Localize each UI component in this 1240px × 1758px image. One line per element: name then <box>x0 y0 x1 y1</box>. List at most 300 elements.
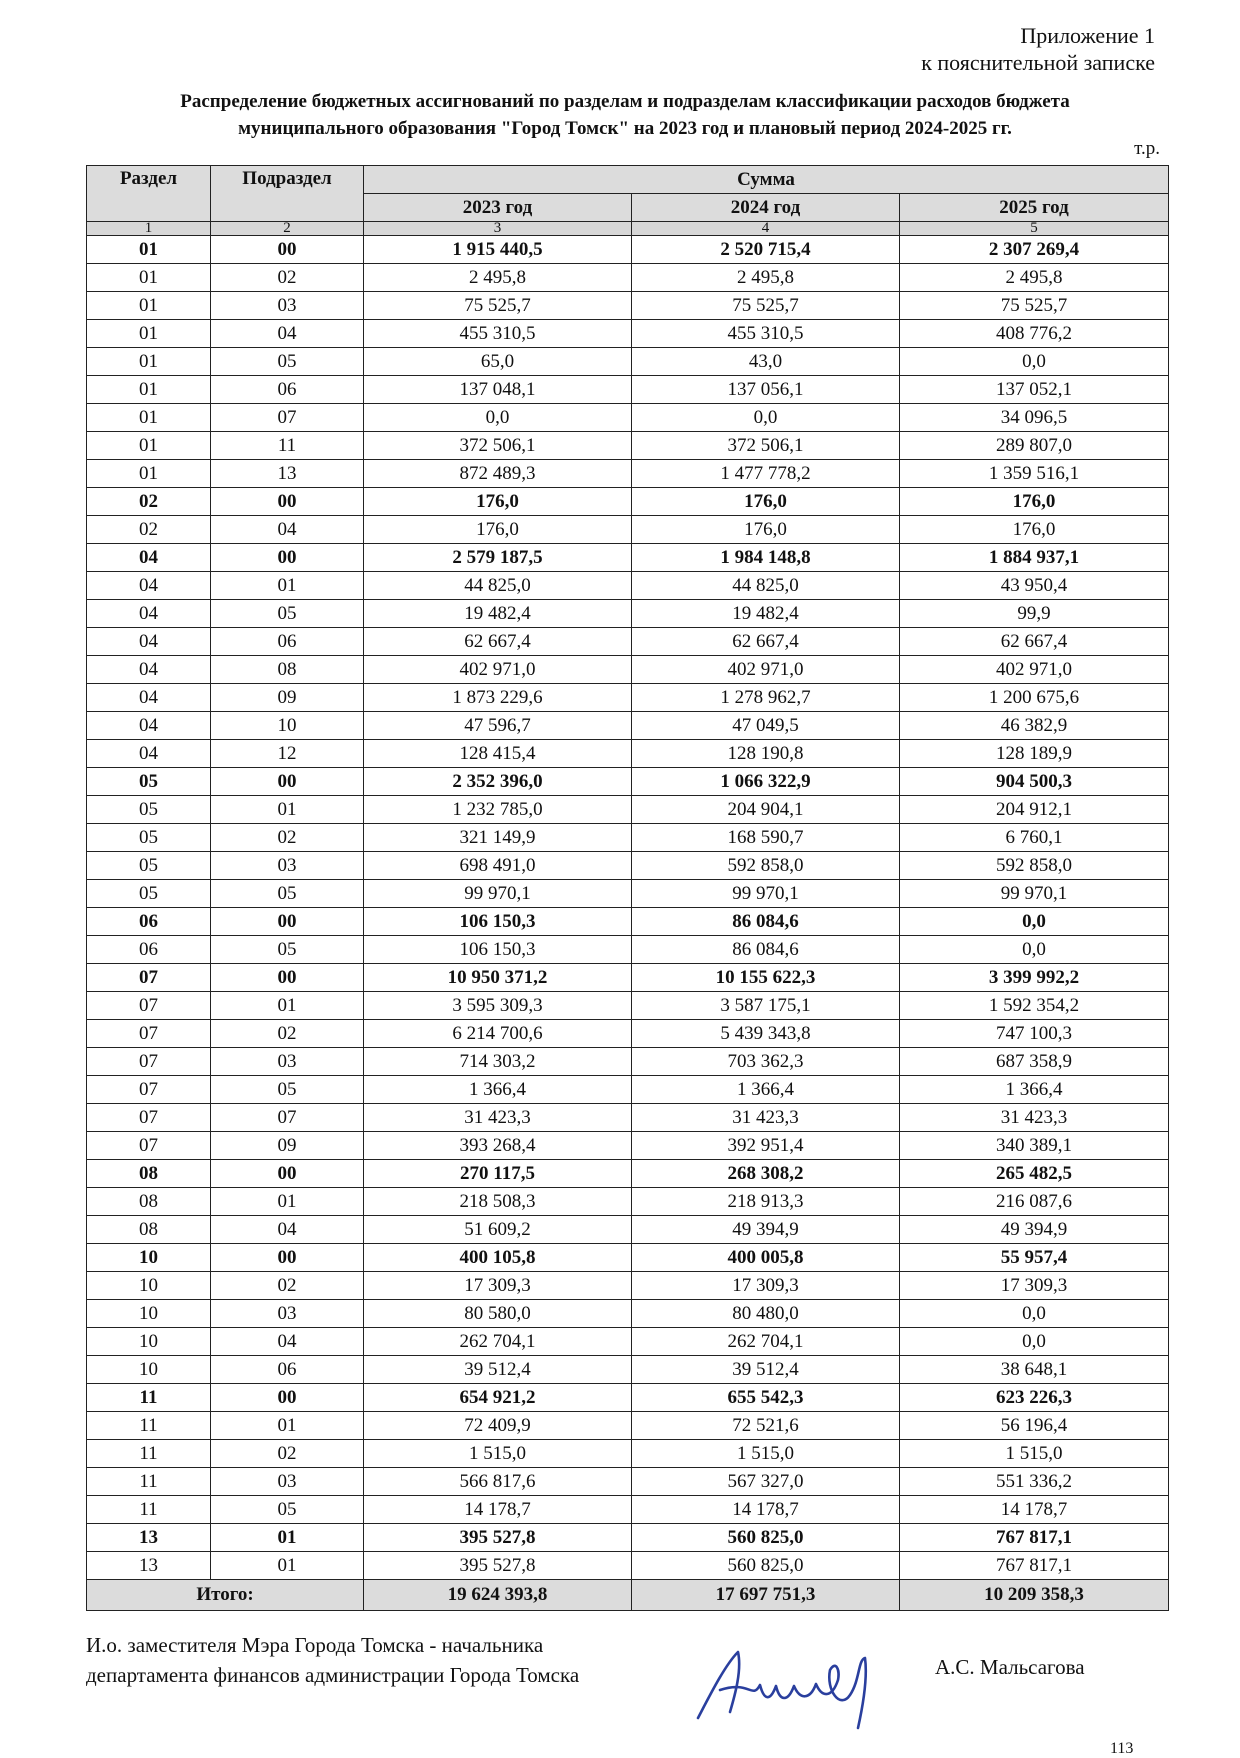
cell-2024: 655 542,3 <box>632 1384 900 1412</box>
cell-2023: 455 310,5 <box>364 320 632 348</box>
cell-section: 11 <box>87 1468 211 1496</box>
cell-subsection: 00 <box>211 544 364 572</box>
cell-subsection: 00 <box>211 768 364 796</box>
cell-2024: 400 005,8 <box>632 1244 900 1272</box>
cell-subsection: 04 <box>211 1328 364 1356</box>
table-row <box>87 936 1169 964</box>
table-row <box>87 600 1169 628</box>
cell-2024: 86 084,6 <box>632 936 900 964</box>
cell-2023: 1 915 440,5 <box>364 236 632 264</box>
cell-2024: 62 667,4 <box>632 628 900 656</box>
cell-2023: 44 825,0 <box>364 572 632 600</box>
cell-2024: 80 480,0 <box>632 1300 900 1328</box>
cell-2023: 47 596,7 <box>364 712 632 740</box>
cell-subsection: 04 <box>211 516 364 544</box>
cell-subsection: 04 <box>211 1216 364 1244</box>
total-2024: 17 697 751,3 <box>632 1580 900 1611</box>
cell-2024: 43,0 <box>632 348 900 376</box>
cell-2024: 128 190,8 <box>632 740 900 768</box>
cell-subsection: 03 <box>211 292 364 320</box>
table-row <box>87 376 1169 404</box>
cell-2024: 372 506,1 <box>632 432 900 460</box>
cell-2024: 99 970,1 <box>632 880 900 908</box>
cell-subsection: 11 <box>211 432 364 460</box>
cell-section: 05 <box>87 852 211 880</box>
cell-subsection: 06 <box>211 1356 364 1384</box>
cell-subsection: 12 <box>211 740 364 768</box>
cell-2023: 218 508,3 <box>364 1188 632 1216</box>
cell-subsection: 08 <box>211 656 364 684</box>
cell-2023: 1 515,0 <box>364 1440 632 1468</box>
table-row <box>87 1552 1169 1580</box>
table-row <box>87 1300 1169 1328</box>
column-number: 3 <box>364 222 632 236</box>
column-number-row <box>87 222 1169 236</box>
cell-2025: 14 178,7 <box>900 1496 1169 1524</box>
cell-subsection: 00 <box>211 1384 364 1412</box>
signer-name: А.С. Мальсагова <box>935 1655 1085 1679</box>
cell-2025: 75 525,7 <box>900 292 1169 320</box>
cell-2023: 402 971,0 <box>364 656 632 684</box>
cell-2025: 0,0 <box>900 908 1169 936</box>
cell-subsection: 01 <box>211 1524 364 1552</box>
table-row <box>87 404 1169 432</box>
cell-2024: 2 520 715,4 <box>632 236 900 264</box>
cell-section: 04 <box>87 684 211 712</box>
cell-2025: 1 884 937,1 <box>900 544 1169 572</box>
cell-2024: 19 482,4 <box>632 600 900 628</box>
cell-section: 10 <box>87 1244 211 1272</box>
cell-2024: 176,0 <box>632 516 900 544</box>
cell-2023: 106 150,3 <box>364 936 632 964</box>
table-row <box>87 264 1169 292</box>
cell-subsection: 03 <box>211 1048 364 1076</box>
table-body <box>87 236 1169 1580</box>
cell-2025: 767 817,1 <box>900 1524 1169 1552</box>
cell-2024: 10 155 622,3 <box>632 964 900 992</box>
table-row <box>87 488 1169 516</box>
cell-2025: 265 482,5 <box>900 1160 1169 1188</box>
cell-section: 08 <box>87 1160 211 1188</box>
cell-2023: 393 268,4 <box>364 1132 632 1160</box>
cell-subsection: 05 <box>211 600 364 628</box>
cell-2025: 1 515,0 <box>900 1440 1169 1468</box>
appendix-note <box>921 22 1155 76</box>
cell-2024: 137 056,1 <box>632 376 900 404</box>
cell-subsection: 01 <box>211 992 364 1020</box>
cell-2023: 99 970,1 <box>364 880 632 908</box>
cell-2024: 560 825,0 <box>632 1524 900 1552</box>
cell-section: 10 <box>87 1300 211 1328</box>
cell-2023: 176,0 <box>364 516 632 544</box>
cell-subsection: 02 <box>211 824 364 852</box>
cell-2023: 395 527,8 <box>364 1524 632 1552</box>
table-row <box>87 1356 1169 1384</box>
appendix-line-2: к пояснительной записке <box>921 50 1155 75</box>
cell-2024: 402 971,0 <box>632 656 900 684</box>
cell-subsection: 06 <box>211 376 364 404</box>
cell-2025: 176,0 <box>900 488 1169 516</box>
cell-2023: 714 303,2 <box>364 1048 632 1076</box>
cell-2024: 39 512,4 <box>632 1356 900 1384</box>
header-subsection: Подраздел <box>211 166 364 222</box>
table-row <box>87 1160 1169 1188</box>
cell-subsection: 09 <box>211 1132 364 1160</box>
cell-2023: 698 491,0 <box>364 852 632 880</box>
table-row <box>87 796 1169 824</box>
cell-2025: 38 648,1 <box>900 1356 1169 1384</box>
cell-section: 04 <box>87 600 211 628</box>
header-2023: 2023 год <box>364 194 632 222</box>
cell-2024: 1 515,0 <box>632 1440 900 1468</box>
cell-2025: 3 399 992,2 <box>900 964 1169 992</box>
table-row <box>87 880 1169 908</box>
header-row <box>87 166 1169 194</box>
cell-subsection: 00 <box>211 1160 364 1188</box>
cell-2024: 86 084,6 <box>632 908 900 936</box>
table-row <box>87 768 1169 796</box>
cell-section: 01 <box>87 404 211 432</box>
cell-section: 11 <box>87 1384 211 1412</box>
cell-2024: 72 521,6 <box>632 1412 900 1440</box>
table-row <box>87 824 1169 852</box>
table-row <box>87 628 1169 656</box>
cell-2025: 0,0 <box>900 936 1169 964</box>
cell-subsection: 09 <box>211 684 364 712</box>
cell-subsection: 05 <box>211 880 364 908</box>
table-row <box>87 1524 1169 1552</box>
cell-2023: 321 149,9 <box>364 824 632 852</box>
cell-2025: 747 100,3 <box>900 1020 1169 1048</box>
table-row <box>87 1244 1169 1272</box>
cell-2024: 1 066 322,9 <box>632 768 900 796</box>
cell-2025: 176,0 <box>900 516 1169 544</box>
cell-2023: 62 667,4 <box>364 628 632 656</box>
cell-2025: 17 309,3 <box>900 1272 1169 1300</box>
cell-2023: 39 512,4 <box>364 1356 632 1384</box>
cell-subsection: 01 <box>211 572 364 600</box>
cell-2024: 5 439 343,8 <box>632 1020 900 1048</box>
cell-2024: 176,0 <box>632 488 900 516</box>
cell-2023: 14 178,7 <box>364 1496 632 1524</box>
cell-2024: 567 327,0 <box>632 1468 900 1496</box>
cell-section: 07 <box>87 1076 211 1104</box>
table-row <box>87 852 1169 880</box>
cell-2025: 623 226,3 <box>900 1384 1169 1412</box>
cell-section: 01 <box>87 320 211 348</box>
cell-subsection: 06 <box>211 628 364 656</box>
cell-2023: 1 366,4 <box>364 1076 632 1104</box>
table-row <box>87 1076 1169 1104</box>
cell-2025: 99,9 <box>900 600 1169 628</box>
cell-section: 06 <box>87 936 211 964</box>
cell-2023: 395 527,8 <box>364 1552 632 1580</box>
cell-2024: 31 423,3 <box>632 1104 900 1132</box>
table-row <box>87 1216 1169 1244</box>
cell-2025: 216 087,6 <box>900 1188 1169 1216</box>
table-row <box>87 320 1169 348</box>
signatory-position <box>86 1630 579 1690</box>
cell-2024: 1 477 778,2 <box>632 460 900 488</box>
table-row <box>87 432 1169 460</box>
cell-2025: 402 971,0 <box>900 656 1169 684</box>
cell-section: 05 <box>87 824 211 852</box>
cell-2025: 289 807,0 <box>900 432 1169 460</box>
cell-subsection: 02 <box>211 1020 364 1048</box>
cell-2023: 2 579 187,5 <box>364 544 632 572</box>
cell-2025: 0,0 <box>900 348 1169 376</box>
cell-2023: 17 309,3 <box>364 1272 632 1300</box>
page-number: 113 <box>1110 1740 1134 1757</box>
table-row <box>87 236 1169 264</box>
cell-2025: 1 200 675,6 <box>900 684 1169 712</box>
signature-icon <box>690 1640 900 1730</box>
cell-2023: 872 489,3 <box>364 460 632 488</box>
cell-subsection: 07 <box>211 404 364 432</box>
cell-section: 07 <box>87 1104 211 1132</box>
table-row <box>87 1412 1169 1440</box>
table-row <box>87 1384 1169 1412</box>
cell-2023: 566 817,6 <box>364 1468 632 1496</box>
cell-subsection: 04 <box>211 320 364 348</box>
cell-2023: 128 415,4 <box>364 740 632 768</box>
cell-section: 04 <box>87 712 211 740</box>
cell-2025: 49 394,9 <box>900 1216 1169 1244</box>
cell-2024: 592 858,0 <box>632 852 900 880</box>
cell-subsection: 05 <box>211 936 364 964</box>
cell-subsection: 00 <box>211 1244 364 1272</box>
cell-2024: 49 394,9 <box>632 1216 900 1244</box>
cell-section: 06 <box>87 908 211 936</box>
cell-2025: 31 423,3 <box>900 1104 1169 1132</box>
cell-section: 07 <box>87 964 211 992</box>
cell-subsection: 01 <box>211 796 364 824</box>
cell-2024: 1 278 962,7 <box>632 684 900 712</box>
header-sum: Сумма <box>364 166 1169 194</box>
table-row <box>87 908 1169 936</box>
cell-2023: 6 214 700,6 <box>364 1020 632 1048</box>
unit-label: т.р. <box>1134 138 1160 159</box>
cell-2024: 44 825,0 <box>632 572 900 600</box>
cell-2024: 703 362,3 <box>632 1048 900 1076</box>
cell-subsection: 03 <box>211 1468 364 1496</box>
cell-2024: 75 525,7 <box>632 292 900 320</box>
title-line-1: Распределение бюджетных ассигнований по разделам и подразделам классификации расходов бюджета <box>180 91 1070 112</box>
cell-section: 11 <box>87 1412 211 1440</box>
cell-subsection: 02 <box>211 264 364 292</box>
handwritten-signature <box>690 1640 900 1735</box>
cell-2023: 80 580,0 <box>364 1300 632 1328</box>
cell-2025: 0,0 <box>900 1300 1169 1328</box>
cell-2024: 218 913,3 <box>632 1188 900 1216</box>
cell-2023: 19 482,4 <box>364 600 632 628</box>
cell-subsection: 00 <box>211 236 364 264</box>
cell-section: 08 <box>87 1188 211 1216</box>
cell-2024: 17 309,3 <box>632 1272 900 1300</box>
table-row <box>87 1328 1169 1356</box>
cell-section: 01 <box>87 376 211 404</box>
position-line-1: И.о. заместителя Мэра Города Томска - начальника <box>86 1633 544 1657</box>
cell-2023: 372 506,1 <box>364 432 632 460</box>
table-row <box>87 1048 1169 1076</box>
cell-section: 01 <box>87 460 211 488</box>
cell-section: 02 <box>87 488 211 516</box>
cell-2025: 99 970,1 <box>900 880 1169 908</box>
cell-2024: 262 704,1 <box>632 1328 900 1356</box>
table-row <box>87 572 1169 600</box>
cell-2023: 51 609,2 <box>364 1216 632 1244</box>
cell-2025: 408 776,2 <box>900 320 1169 348</box>
cell-2023: 106 150,3 <box>364 908 632 936</box>
cell-section: 01 <box>87 236 211 264</box>
cell-2023: 400 105,8 <box>364 1244 632 1272</box>
cell-subsection: 05 <box>211 1076 364 1104</box>
table-row <box>87 348 1169 376</box>
cell-section: 13 <box>87 1552 211 1580</box>
table-row <box>87 544 1169 572</box>
cell-section: 07 <box>87 1132 211 1160</box>
cell-2023: 2 495,8 <box>364 264 632 292</box>
cell-subsection: 01 <box>211 1188 364 1216</box>
table-row <box>87 964 1169 992</box>
cell-2023: 75 525,7 <box>364 292 632 320</box>
budget-table <box>86 165 1169 1611</box>
cell-2025: 204 912,1 <box>900 796 1169 824</box>
cell-2025: 1 366,4 <box>900 1076 1169 1104</box>
cell-subsection: 03 <box>211 1300 364 1328</box>
total-label: Итого: <box>87 1580 364 1611</box>
table-row <box>87 740 1169 768</box>
cell-2024: 455 310,5 <box>632 320 900 348</box>
cell-2023: 2 352 396,0 <box>364 768 632 796</box>
cell-2024: 268 308,2 <box>632 1160 900 1188</box>
total-2023: 19 624 393,8 <box>364 1580 632 1611</box>
cell-subsection: 05 <box>211 348 364 376</box>
cell-subsection: 01 <box>211 1552 364 1580</box>
cell-2025: 46 382,9 <box>900 712 1169 740</box>
cell-section: 08 <box>87 1216 211 1244</box>
cell-section: 01 <box>87 292 211 320</box>
cell-section: 04 <box>87 544 211 572</box>
cell-2025: 56 196,4 <box>900 1412 1169 1440</box>
table-row <box>87 1496 1169 1524</box>
cell-2025: 687 358,9 <box>900 1048 1169 1076</box>
table-row <box>87 1468 1169 1496</box>
cell-2025: 137 052,1 <box>900 376 1169 404</box>
cell-2025: 1 359 516,1 <box>900 460 1169 488</box>
total-2025: 10 209 358,3 <box>900 1580 1169 1611</box>
cell-2025: 43 950,4 <box>900 572 1169 600</box>
cell-subsection: 10 <box>211 712 364 740</box>
cell-2024: 1 366,4 <box>632 1076 900 1104</box>
table-row <box>87 292 1169 320</box>
table-row <box>87 712 1169 740</box>
cell-subsection: 02 <box>211 1272 364 1300</box>
cell-2025: 1 592 354,2 <box>900 992 1169 1020</box>
cell-section: 05 <box>87 880 211 908</box>
appendix-line-1: Приложение 1 <box>1020 23 1155 48</box>
cell-2024: 3 587 175,1 <box>632 992 900 1020</box>
cell-section: 13 <box>87 1524 211 1552</box>
position-line-2: департамента финансов администрации Города Томска <box>86 1663 580 1687</box>
cell-2023: 262 704,1 <box>364 1328 632 1356</box>
cell-section: 02 <box>87 516 211 544</box>
title-line-2: муниципального образования "Город Томск" на 2023 год и плановый период 2024-2025 гг. <box>238 118 1012 139</box>
cell-section: 11 <box>87 1440 211 1468</box>
table-row <box>87 1104 1169 1132</box>
cell-2023: 0,0 <box>364 404 632 432</box>
cell-2025: 592 858,0 <box>900 852 1169 880</box>
table-row <box>87 1020 1169 1048</box>
cell-2024: 392 951,4 <box>632 1132 900 1160</box>
cell-2023: 65,0 <box>364 348 632 376</box>
cell-2023: 3 595 309,3 <box>364 992 632 1020</box>
column-number: 1 <box>87 222 211 236</box>
table-row <box>87 1272 1169 1300</box>
cell-2025: 2 307 269,4 <box>900 236 1169 264</box>
cell-subsection: 05 <box>211 1496 364 1524</box>
cell-2023: 137 048,1 <box>364 376 632 404</box>
cell-section: 10 <box>87 1328 211 1356</box>
column-number: 5 <box>900 222 1169 236</box>
cell-2024: 0,0 <box>632 404 900 432</box>
cell-2025: 6 760,1 <box>900 824 1169 852</box>
cell-2024: 204 904,1 <box>632 796 900 824</box>
cell-2025: 551 336,2 <box>900 1468 1169 1496</box>
cell-2025: 62 667,4 <box>900 628 1169 656</box>
cell-subsection: 03 <box>211 852 364 880</box>
cell-2025: 128 189,9 <box>900 740 1169 768</box>
cell-section: 10 <box>87 1356 211 1384</box>
cell-2024: 2 495,8 <box>632 264 900 292</box>
column-number: 4 <box>632 222 900 236</box>
cell-section: 01 <box>87 348 211 376</box>
cell-2024: 47 049,5 <box>632 712 900 740</box>
table-row <box>87 992 1169 1020</box>
cell-section: 04 <box>87 628 211 656</box>
table-row <box>87 516 1169 544</box>
table-row <box>87 1132 1169 1160</box>
cell-2023: 270 117,5 <box>364 1160 632 1188</box>
cell-subsection: 01 <box>211 1412 364 1440</box>
column-number: 2 <box>211 222 364 236</box>
header-section: Раздел <box>87 166 211 222</box>
cell-2024: 560 825,0 <box>632 1552 900 1580</box>
cell-section: 04 <box>87 740 211 768</box>
cell-section: 07 <box>87 1048 211 1076</box>
cell-section: 01 <box>87 264 211 292</box>
cell-2024: 1 984 148,8 <box>632 544 900 572</box>
cell-2023: 654 921,2 <box>364 1384 632 1412</box>
cell-2025: 34 096,5 <box>900 404 1169 432</box>
cell-2023: 72 409,9 <box>364 1412 632 1440</box>
cell-2025: 340 389,1 <box>900 1132 1169 1160</box>
cell-subsection: 02 <box>211 1440 364 1468</box>
cell-section: 01 <box>87 432 211 460</box>
cell-section: 05 <box>87 768 211 796</box>
cell-subsection: 00 <box>211 964 364 992</box>
cell-2025: 0,0 <box>900 1328 1169 1356</box>
cell-2023: 176,0 <box>364 488 632 516</box>
cell-2025: 767 817,1 <box>900 1552 1169 1580</box>
cell-section: 10 <box>87 1272 211 1300</box>
cell-section: 07 <box>87 992 211 1020</box>
cell-2023: 1 232 785,0 <box>364 796 632 824</box>
cell-2025: 55 957,4 <box>900 1244 1169 1272</box>
table-row <box>87 1440 1169 1468</box>
cell-subsection: 13 <box>211 460 364 488</box>
cell-section: 11 <box>87 1496 211 1524</box>
